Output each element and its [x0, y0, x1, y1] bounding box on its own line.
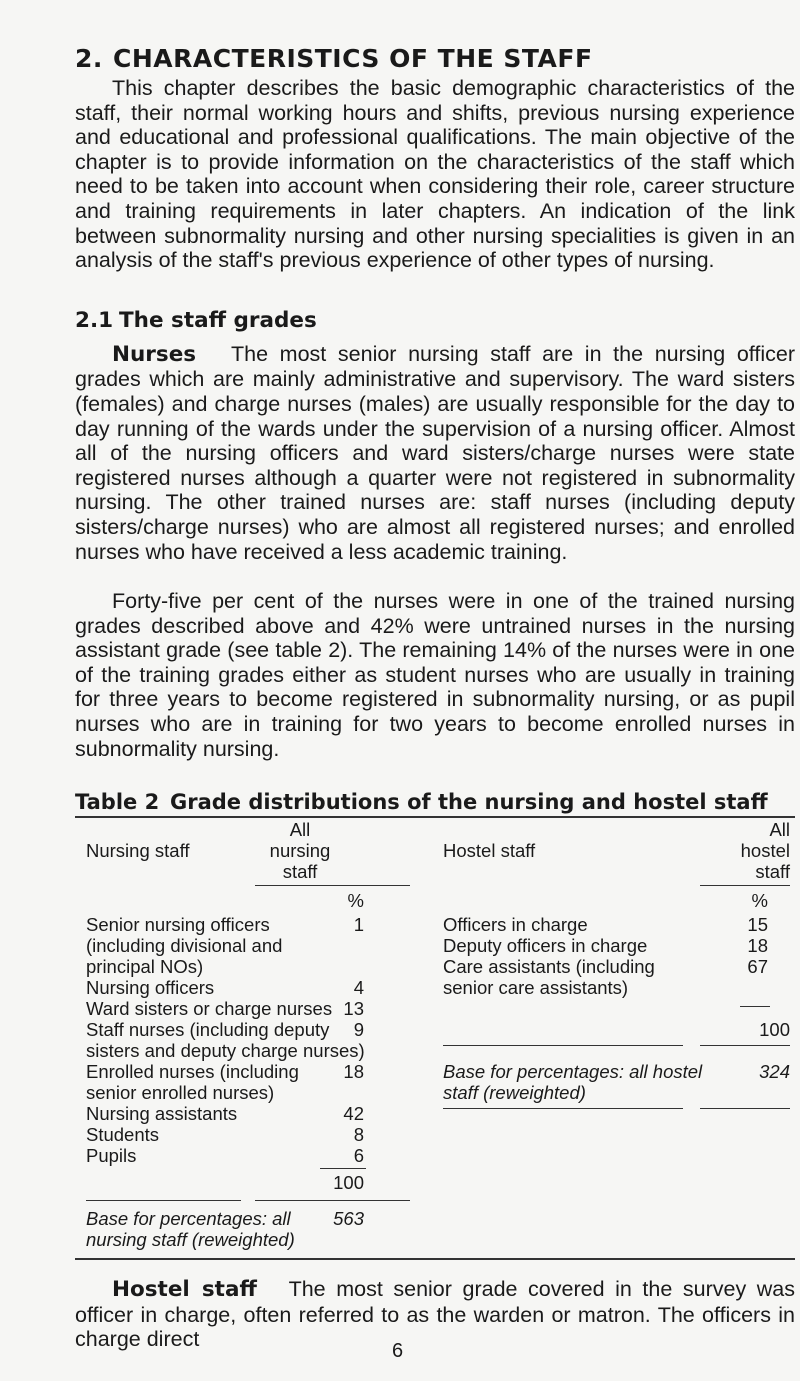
hostel-staff-header: Hostel staff [443, 840, 536, 861]
nursing-row-label: Nursing assistants [86, 1103, 238, 1124]
table-title: Grade distributions of the nursing and hostel staff [170, 790, 768, 815]
nursing-row-label: Enrolled nurses (including [86, 1061, 299, 1082]
hostel-percent-sign: % [751, 890, 768, 911]
nursing-row-value: 6 [353, 1145, 364, 1166]
nursing-row-label: Nursing officers [86, 977, 215, 998]
hostel-base-rule-left [443, 1045, 683, 1046]
nursing-row-value: 42 [343, 1103, 364, 1124]
nursing-row-value: 4 [353, 977, 364, 998]
nursing-row-value: 13 [343, 998, 364, 1019]
nursing-row-value: 18 [343, 1061, 364, 1082]
nursing-col-header-2: nursing [269, 840, 331, 861]
hostel-header-rule [700, 885, 790, 886]
nursing-row-value: 1 [353, 914, 364, 935]
hostel-row-value: 18 [747, 935, 768, 956]
section-number: 2.1 [75, 307, 114, 333]
hostel-total: 100 [759, 1019, 790, 1040]
nursing-col-header-3: staff [282, 861, 318, 882]
hostel-base-rule-right [700, 1045, 790, 1046]
hostel-runin-heading: Hostel staff [112, 1277, 257, 1302]
nurses-paragraph-text: The most senior nursing staff are in the nursing officer grades which are mainly administrative and supervisory. The ward sisters (females) and charge nurses (males) are usually responsible for the day to day running of the wards under the supervision of a nursing officer. Almost all of the nursing officers and ward sisters/charge nurses were state registered nurses although a quarter were not registered in subnormality nursing. The other trained nurses are: staff nurses (including deputy sisters/charge nurses) who are almost all registered nurses; and enrolled nurses who have received a less academic training. [75, 341, 795, 564]
page-content [75, 44, 795, 815]
intro-paragraph: This chapter describes the basic demographic characteristics of the staff, their normal working hours and shifts, previous nursing experience and educational and professional qualifications. The main objective of the chapter is to provide information on the characteristics of the staff which need to be taken into account when considering their role, career structure and training requirements in later chapters. An indication of the link between subnormality nursing and other nursing specialities is given in an analysis of the staff's previous experience of other types of nursing. [75, 76, 795, 273]
hostel-base-label: Base for percentages: all hostel [443, 1061, 703, 1082]
nursing-row-label: senior enrolled nurses) [86, 1082, 275, 1103]
table-number: Table 2 [75, 790, 160, 815]
nursing-row-label: Pupils [86, 1145, 137, 1166]
chapter-heading [75, 44, 795, 74]
hostel-col-header-1: All [769, 819, 790, 840]
nurses-paragraph [75, 342, 795, 564]
nursing-base-label: Base for percentages: all [86, 1208, 291, 1229]
nursing-row-label: sisters and deputy charge nurses) [86, 1040, 365, 1061]
nursing-total-rule [320, 1168, 366, 1169]
section-title: The staff grades [119, 307, 317, 333]
hostel-row-label: Officers in charge [443, 914, 588, 935]
nursing-staff-header: Nursing staff [86, 840, 190, 861]
nursing-row-value: 9 [353, 1019, 364, 1040]
nursing-total: 100 [333, 1172, 364, 1193]
hostel-bottom-rule-right [700, 1108, 790, 1109]
hostel-total-rule [740, 1006, 770, 1007]
nursing-row-label: Ward sisters or charge nurses [86, 998, 333, 1019]
nursing-row-label: principal NOs) [86, 956, 204, 977]
nursing-col-header-1: All [289, 819, 311, 840]
hostel-row-label: Deputy officers in charge [443, 935, 648, 956]
hostel-base-value: 324 [759, 1061, 790, 1082]
forty-five-paragraph: Forty-five per cent of the nurses were in one of the trained nursing grades described above and 42% were untrained nurses in the nursing assistant grade (see table 2). The remaining 14% of the nurses were in one of the training grades either as student nurses who are usually in training for three years to become registered in subnormality nursing, or as pupil nurses who are in training for two years to become enrolled nurses in subnormality nursing. [75, 589, 795, 761]
hostel-base-label: staff (reweighted) [443, 1082, 586, 1103]
nursing-row-label: Senior nursing officers [86, 914, 270, 935]
section-heading [75, 308, 795, 334]
hostel-paragraph-text: The most senior grade covered in the survey was officer in charge, often referred to as the warden or matron. The officers in charge direct [75, 1277, 796, 1352]
hostel-staff-paragraph [75, 1277, 795, 1352]
hostel-row-value: 15 [747, 914, 768, 935]
nursing-base-value: 563 [333, 1208, 364, 1229]
nursing-row-label: Students [86, 1124, 160, 1145]
hostel-col-header-3: staff [755, 861, 790, 882]
hostel-row-value: 67 [747, 956, 768, 977]
chapter-number: 2. [75, 44, 103, 73]
hostel-row-label: senior care assistants) [443, 977, 629, 998]
nursing-base-rule-right [255, 1200, 410, 1201]
table-top-rule [75, 816, 795, 818]
nursing-row-label: Staff nurses (including deputy [86, 1019, 330, 1040]
hostel-bottom-rule-left [443, 1108, 683, 1109]
nursing-row-label: (including divisional and [86, 935, 283, 956]
hostel-col-header-2: hostel [740, 840, 790, 861]
chapter-title: CHARACTERISTICS OF THE STAFF [113, 44, 593, 73]
nursing-base-label: nursing staff (reweighted) [86, 1229, 295, 1250]
nursing-row-value: 8 [353, 1124, 364, 1145]
hostel-row-label: Care assistants (including [443, 956, 655, 977]
table-bottom-rule [75, 1258, 795, 1260]
nurses-runin-heading: Nurses [112, 341, 197, 367]
table-caption [75, 789, 795, 815]
nursing-percent-sign: % [347, 890, 364, 911]
nursing-header-rule [255, 885, 410, 886]
nursing-base-rule-left [86, 1200, 241, 1201]
page-number: 6 [392, 1340, 404, 1362]
